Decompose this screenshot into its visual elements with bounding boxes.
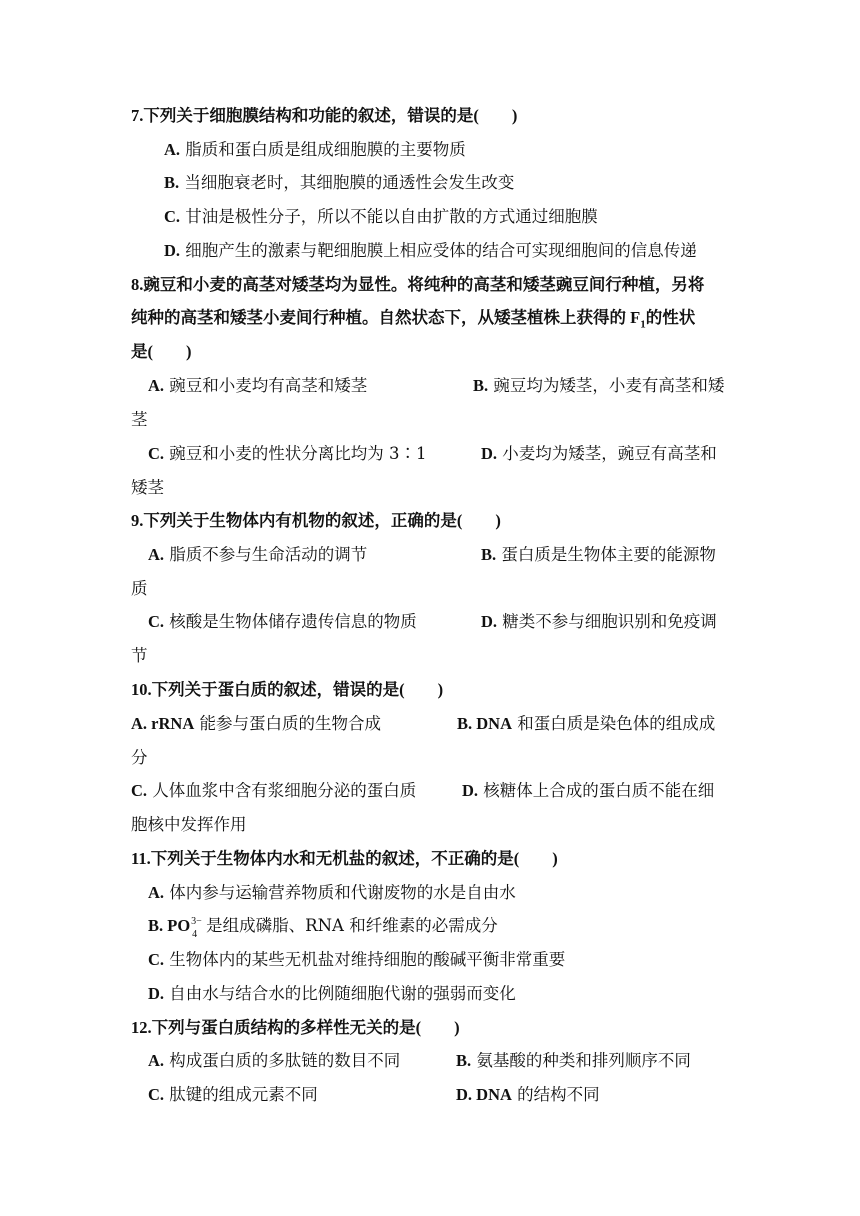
question-8-stem-line-1: 8.豌豆和小麦的高茎对矮茎均为显性。将纯种的高茎和矮茎豌豆间行种植，另将 (131, 275, 705, 294)
option-text: 脂质不参与生命活动的调节 (164, 545, 368, 564)
q8-option-c (148, 444, 427, 464)
q9-option-b-wrap: 质 (131, 579, 148, 598)
option-text: 能参与蛋白质的生物合成 (194, 714, 381, 733)
q9-option-c (148, 612, 417, 632)
q7-option-c (164, 207, 598, 227)
q10-option-c (131, 781, 416, 801)
q10-option-b-wrap: 分 (131, 748, 148, 767)
q10-option-d (462, 781, 714, 801)
option-text: 体内参与运输营养物质和代谢废物的水是自由水 (164, 883, 516, 902)
option-key: C. (148, 950, 165, 969)
option-text: 人体血浆中含有浆细胞分泌的蛋白质 (147, 781, 417, 800)
option-text: 生物体内的某些无机盐对维持细胞的酸碱平衡非常重要 (164, 950, 566, 969)
option-text: 甘油是极性分子，所以不能以自由扩散的方式通过细胞膜 (180, 207, 598, 226)
q9-option-d (481, 612, 717, 632)
option-text: 豌豆均为矮茎，小麦有高茎和矮 (488, 376, 725, 395)
q7-option-d (164, 241, 697, 261)
q12-option-b (456, 1051, 691, 1071)
option-key: D. (164, 241, 181, 260)
option-key: D. (481, 444, 498, 463)
stem-text: 的性状 (645, 308, 696, 327)
q12-option-d (456, 1085, 600, 1105)
option-key: C. (164, 207, 181, 226)
question-11-stem: 11.下列关于生物体内水和无机盐的叙述，不正确的是( ) (131, 849, 558, 868)
q8-option-b (473, 376, 724, 396)
option-key: D. (481, 612, 498, 631)
option-key: C. (148, 1085, 165, 1104)
option-key: A. (148, 545, 165, 564)
stem-text: 纯种的高茎和矮茎小麦间行种植。自然状态下，从矮茎植株上获得的 F (131, 308, 641, 327)
q10-option-d-wrap: 胞核中发挥作用 (131, 815, 247, 834)
option-text: 构成蛋白质的多肽链的数目不同 (164, 1051, 401, 1070)
option-text: 自由水与结合水的比例随细胞代谢的强弱而变化 (164, 984, 516, 1003)
option-text: 核糖体上合成的蛋白质不能在细 (478, 781, 715, 800)
option-text: 豌豆和小麦均有高茎和矮茎 (164, 376, 368, 395)
q9-option-d-wrap: 节 (131, 646, 148, 665)
option-text: 的结构不同 (511, 1085, 600, 1104)
option-key: B. (481, 545, 497, 564)
option-key: A. rRNA (131, 714, 195, 733)
q11-option-b (148, 916, 498, 940)
option-text: 核酸是生物体储存遗传信息的物质 (164, 612, 417, 631)
option-text: 细胞产生的激素与靶细胞膜上相应受体的结合可实现细胞间的信息传递 (180, 241, 697, 260)
q8-option-a (148, 376, 367, 396)
option-key: B. DNA (457, 714, 513, 733)
option-key: B. (164, 173, 180, 192)
question-12-stem: 12.下列与蛋白质结构的多样性无关的是( ) (131, 1018, 460, 1037)
q8-option-d-wrap: 矮茎 (131, 478, 164, 497)
question-7-stem (131, 106, 517, 126)
q7-option-a (164, 140, 466, 160)
q11-option-d (148, 984, 516, 1004)
question-8-stem-line-2 (131, 308, 695, 334)
answer-blank: ( ) (473, 106, 518, 125)
option-text: 当细胞衰老时，其细胞膜的通透性会发生改变 (179, 173, 515, 192)
option-text: 蛋白质是生物体主要的能源物 (496, 545, 716, 564)
subscript: 4 (192, 929, 198, 940)
option-text: 肽键的组成元素不同 (164, 1085, 318, 1104)
option-text: 脂质和蛋白质是组成细胞膜的主要物质 (180, 140, 466, 159)
q10-option-b (457, 714, 715, 734)
option-key: D. (148, 984, 165, 1003)
phosphate-charge (190, 916, 206, 940)
q11-option-c (148, 950, 565, 970)
option-key: C. (148, 444, 165, 463)
option-key: A. (148, 376, 165, 395)
option-key: A. (148, 883, 165, 902)
question-9-stem: 9.下列关于生物体内有机物的叙述，正确的是( ) (131, 511, 501, 530)
q8-option-b-wrap: 茎 (131, 410, 148, 429)
q9-option-a (148, 545, 367, 565)
question-text: 下列关于细胞膜结构和功能的叙述，错误的是 (143, 106, 474, 125)
option-text: 糖类不参与细胞识别和免疫调 (497, 612, 717, 631)
option-text: 豌豆和小麦的性状分离比均为 3∶1 (164, 444, 427, 463)
q8-option-d (481, 444, 717, 464)
q10-option-a (131, 714, 381, 734)
option-key: A. (164, 140, 181, 159)
option-key: B. PO (148, 916, 191, 935)
question-8-stem-line-3: 是( ) (131, 342, 192, 361)
option-key: C. (131, 781, 148, 800)
q9-option-b (481, 545, 716, 565)
option-key: C. (148, 612, 165, 631)
option-text: 氨基酸的种类和排列顺序不同 (471, 1051, 691, 1070)
q12-option-a (148, 1051, 400, 1071)
option-text: 和蛋白质是染色体的组成成 (512, 714, 716, 733)
option-key: B. (473, 376, 489, 395)
q11-option-a (148, 883, 516, 903)
option-key: D. (462, 781, 479, 800)
superscript: 3− (191, 916, 202, 927)
subscript: 1 (640, 318, 646, 331)
option-key: B. (456, 1051, 472, 1070)
question-10-stem: 10.下列关于蛋白质的叙述，错误的是( ) (131, 680, 444, 699)
option-key: A. (148, 1051, 165, 1070)
q7-option-b (164, 173, 514, 193)
option-text: 是组成磷脂、RNA 和纤维素的必需成分 (206, 916, 498, 935)
q12-option-c (148, 1085, 318, 1105)
option-text: 小麦均为矮茎，豌豆有高茎和 (497, 444, 717, 463)
option-key: D. DNA (456, 1085, 512, 1104)
question-number: 7. (131, 106, 144, 125)
